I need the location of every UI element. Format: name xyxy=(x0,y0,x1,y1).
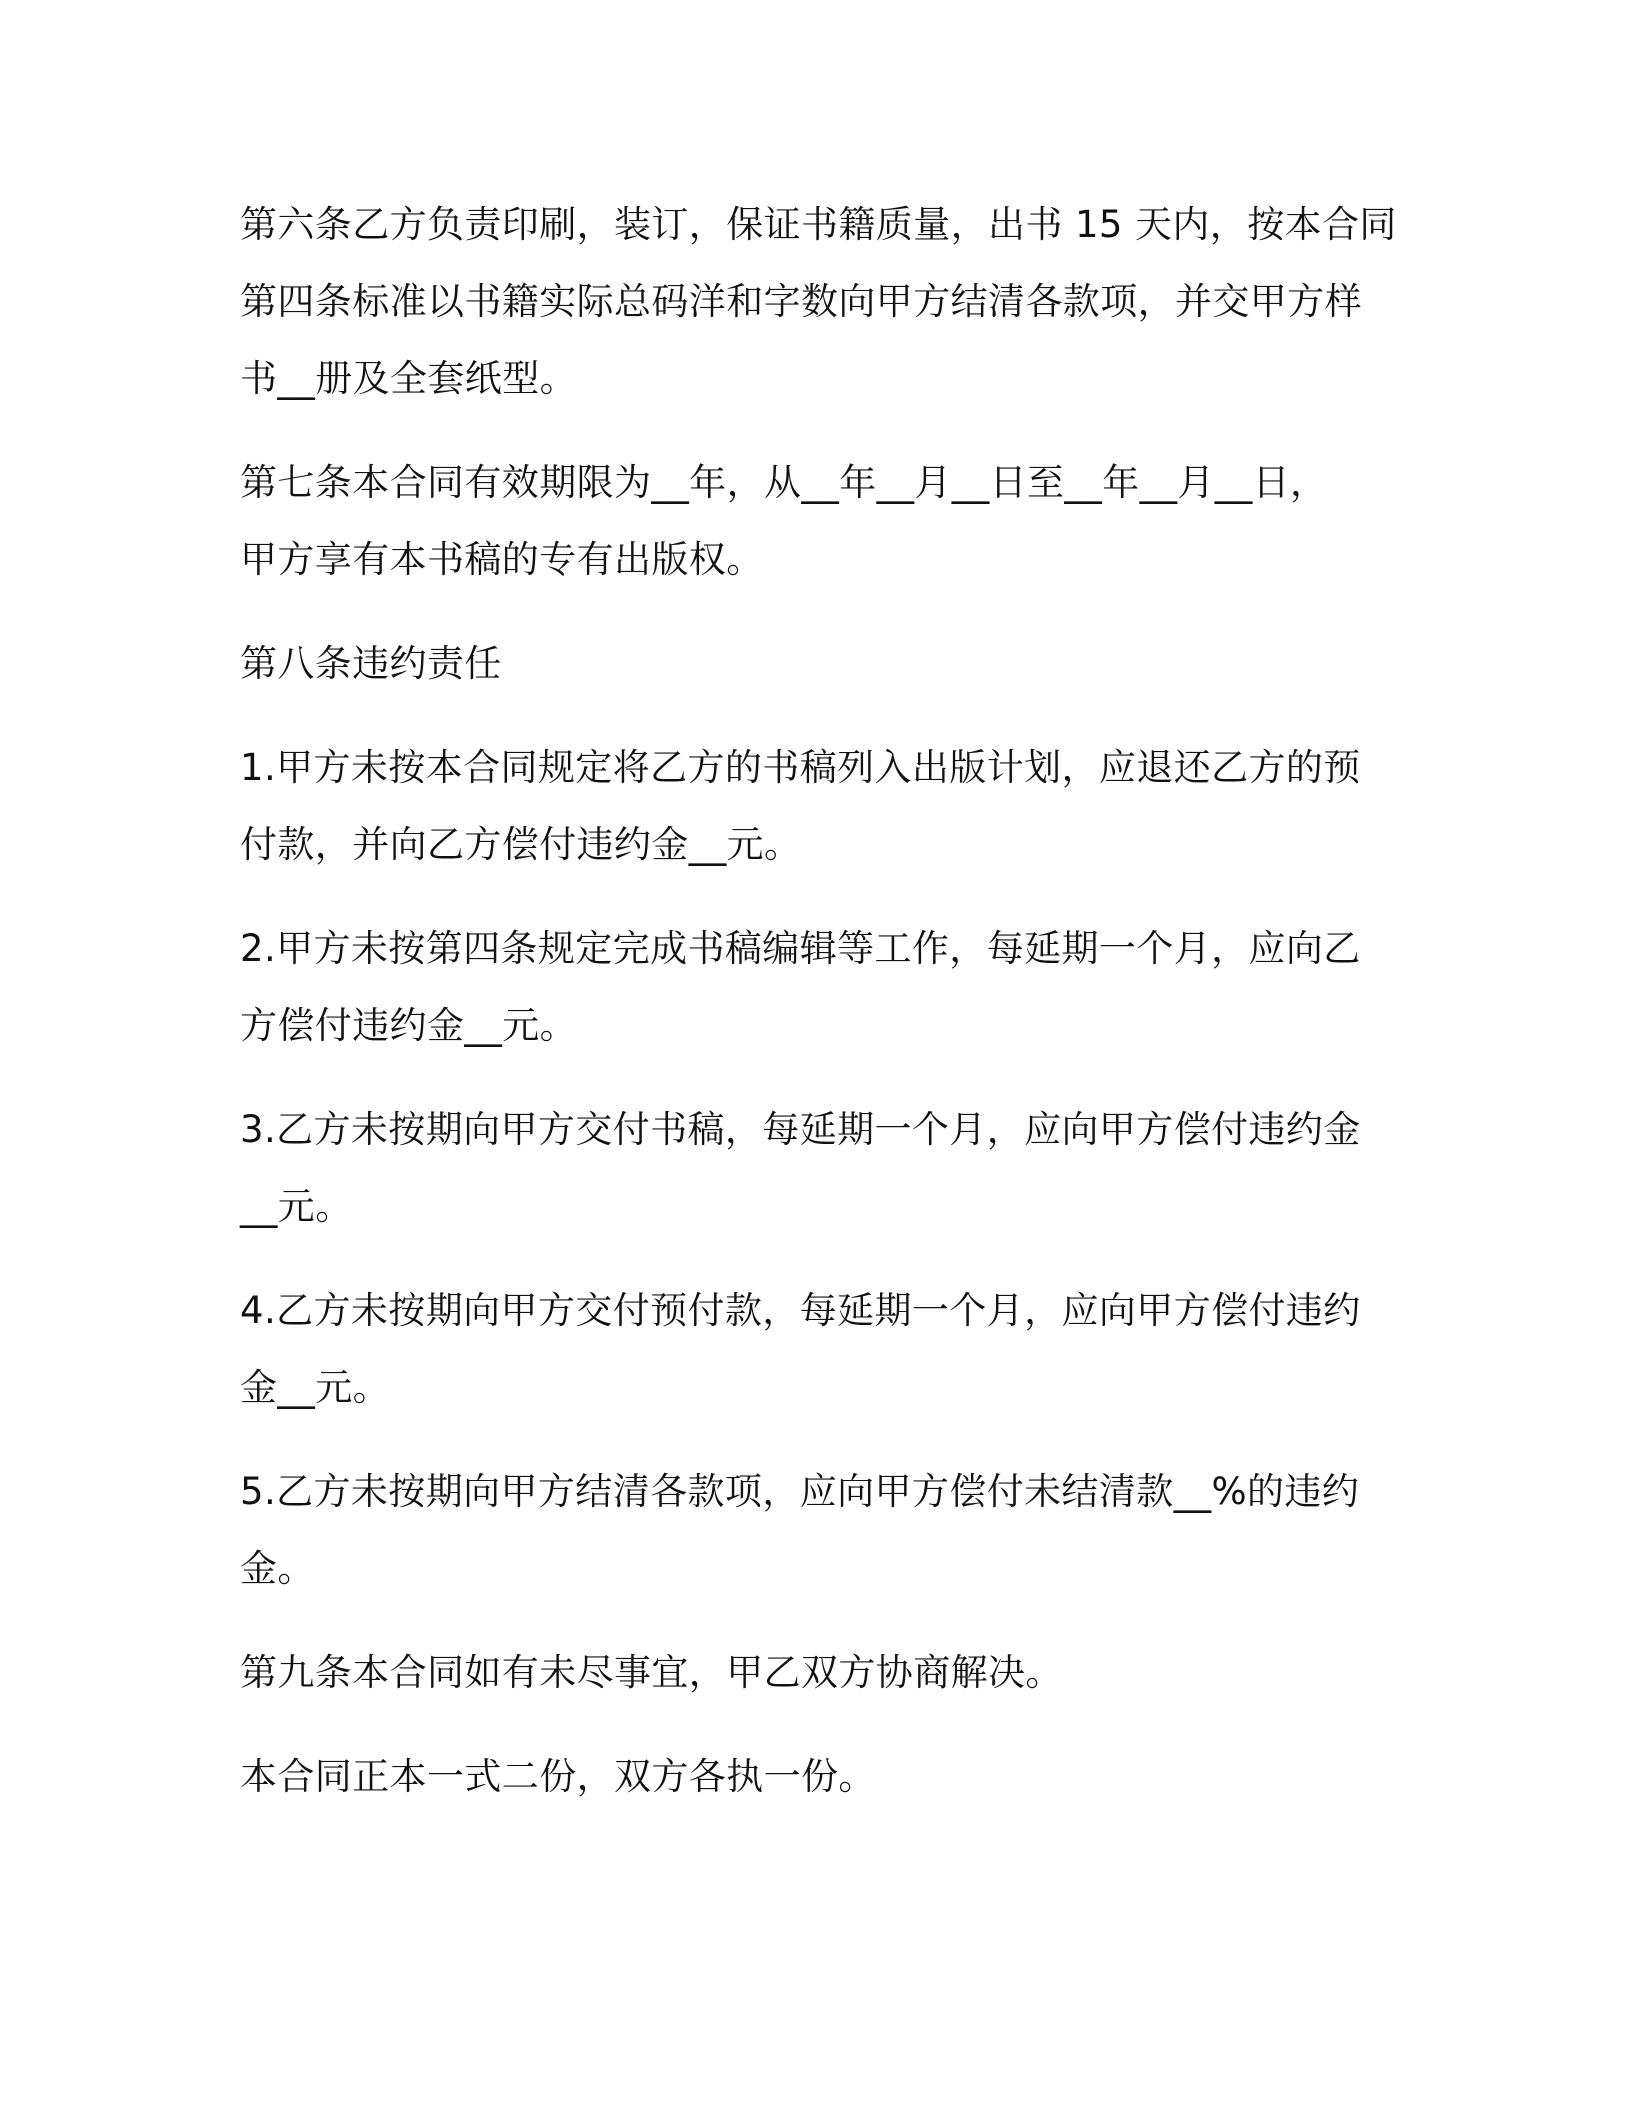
text-line: 金__元。 xyxy=(240,1366,390,1409)
text-line: 5.乙方未按期向甲方结清各款项，应向甲方偿付未结清款__%的违约 xyxy=(240,1470,1360,1513)
text-line: 第六条乙方负责印刷，装订，保证书籍质量，出书 15 天内，按本合同 xyxy=(240,203,1397,246)
text-line: 金。 xyxy=(240,1547,315,1590)
text-line: 付款，并向乙方偿付违约金__元。 xyxy=(240,823,802,866)
text-line: 1.甲方未按本合同规定将乙方的书稿列入出版计划，应退还乙方的预 xyxy=(240,746,1361,789)
text-line: 第八条违约责任 xyxy=(240,642,502,685)
text-line: 本合同正本一式二份，双方各执一份。 xyxy=(240,1755,876,1798)
text-line: 第九条本合同如有未尽事宜，甲乙双方协商解决。 xyxy=(240,1651,1063,1694)
article-8-heading xyxy=(240,625,1400,702)
text-line: 4.乙方未按期向甲方交付预付款，每延期一个月，应向甲方偿付违约 xyxy=(240,1289,1361,1332)
text-line: 第七条本合同有效期限为__年，从__年__月__日至__年__月__日， xyxy=(240,461,1328,504)
clause-1-paragraph xyxy=(240,729,1400,883)
text-line: 3.乙方未按期向甲方交付书稿，每延期一个月，应向甲方偿付违约金 xyxy=(240,1108,1361,1151)
copies-paragraph xyxy=(240,1738,1400,1815)
text-line: 第四条标准以书籍实际总码洋和字数向甲方结清各款项，并交甲方样 xyxy=(240,280,1362,323)
text-line: 2.甲方未按第四条规定完成书稿编辑等工作，每延期一个月，应向乙 xyxy=(240,927,1361,970)
article-9-paragraph xyxy=(240,1634,1400,1711)
text-line: 甲方享有本书稿的专有出版权。 xyxy=(240,538,764,581)
text-line: 方偿付违约金__元。 xyxy=(240,1004,577,1047)
article-7-paragraph xyxy=(240,444,1400,598)
clause-2-paragraph xyxy=(240,910,1400,1064)
contract-body xyxy=(240,186,1400,1842)
article-6-paragraph xyxy=(240,186,1400,417)
text-line: 书__册及全套纸型。 xyxy=(240,357,577,400)
clause-4-paragraph xyxy=(240,1272,1400,1426)
clause-3-paragraph xyxy=(240,1091,1400,1245)
text-line: __元。 xyxy=(240,1185,353,1228)
clause-5-paragraph xyxy=(240,1453,1400,1607)
